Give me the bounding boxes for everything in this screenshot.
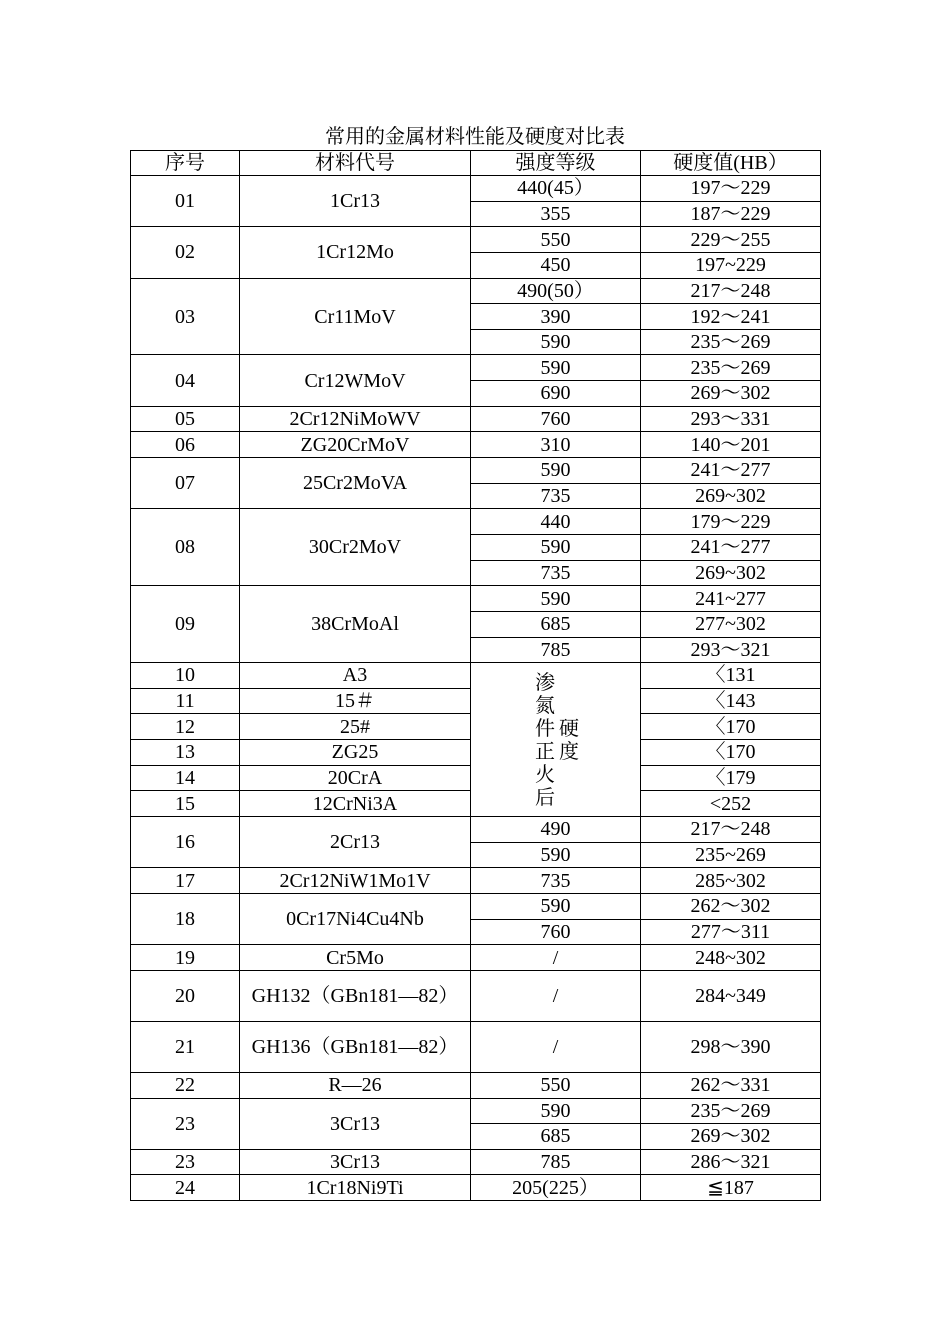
cell-material: 38CrMoAl	[240, 586, 471, 663]
cell-material: 2Cr12NiMoWV	[240, 406, 471, 432]
cell-strength: 685	[471, 611, 641, 637]
cell-strength: 690	[471, 381, 641, 407]
cell-strength: /	[471, 970, 641, 1021]
cell-material: 25Cr2MoVA	[240, 458, 471, 509]
cell-material: 30Cr2MoV	[240, 509, 471, 586]
cell-material: Cr11MoV	[240, 278, 471, 355]
cell-no: 24	[131, 1175, 240, 1201]
cell-no: 03	[131, 278, 240, 355]
cell-material: R—26	[240, 1072, 471, 1098]
cell-hardness: 179～229	[641, 509, 821, 535]
cell-strength: 685	[471, 1124, 641, 1150]
table-row	[131, 458, 821, 484]
cell-material: GH132（GBn181—82）	[240, 970, 471, 1021]
cell-hardness: 217～248	[641, 278, 821, 304]
cell-hardness: 277~302	[641, 611, 821, 637]
cell-strength: 205(225）	[471, 1175, 641, 1201]
cell-hardness: 269～302	[641, 381, 821, 407]
cell-strength: 590	[471, 458, 641, 484]
cell-no: 21	[131, 1021, 240, 1072]
cell-material: GH136（GBn181—82）	[240, 1021, 471, 1072]
note-column-b: 硬 度	[559, 718, 579, 764]
cell-strength: 390	[471, 304, 641, 330]
cell-hardness: ≦187	[641, 1175, 821, 1201]
header-strength: 强度等级	[471, 151, 641, 176]
table-row	[131, 893, 821, 919]
table-row	[131, 509, 821, 535]
cell-no: 01	[131, 176, 240, 227]
cell-material: 15＃	[240, 688, 471, 714]
cell-no: 04	[131, 355, 240, 406]
cell-no: 11	[131, 688, 240, 714]
table-row	[131, 432, 821, 458]
cell-strength: 590	[471, 534, 641, 560]
cell-strength: 550	[471, 1072, 641, 1098]
cell-no: 07	[131, 458, 240, 509]
table-row	[131, 1098, 821, 1124]
cell-hardness: 187～229	[641, 201, 821, 227]
header-no: 序号	[131, 151, 240, 176]
cell-material: 25#	[240, 714, 471, 740]
cell-hardness: 〈170	[641, 714, 821, 740]
cell-strength: 785	[471, 637, 641, 663]
material-comparison-table	[130, 150, 821, 1201]
cell-material: 0Cr17Ni4Cu4Nb	[240, 893, 471, 944]
cell-material: 3Cr13	[240, 1098, 471, 1149]
cell-strength: 440(45）	[471, 176, 641, 202]
cell-material: Cr5Mo	[240, 945, 471, 971]
cell-strength: 590	[471, 586, 641, 612]
cell-no: 19	[131, 945, 240, 971]
header-material: 材料代号	[240, 151, 471, 176]
cell-strength: 760	[471, 406, 641, 432]
cell-no: 23	[131, 1149, 240, 1175]
cell-material: 2Cr13	[240, 817, 471, 868]
cell-material: 12CrNi3A	[240, 791, 471, 817]
table-row	[131, 278, 821, 304]
cell-hardness: 〈179	[641, 765, 821, 791]
cell-material: 1Cr12Mo	[240, 227, 471, 278]
cell-strength: 490(50）	[471, 278, 641, 304]
cell-no: 22	[131, 1072, 240, 1098]
cell-hardness: 262～331	[641, 1072, 821, 1098]
cell-no: 05	[131, 406, 240, 432]
table-row	[131, 663, 821, 689]
header-row	[131, 151, 821, 176]
merged-note-cell	[471, 663, 641, 817]
table-row	[131, 868, 821, 894]
cell-material: 2Cr12NiW1Mo1V	[240, 868, 471, 894]
cell-hardness: 217～248	[641, 817, 821, 843]
table-row	[131, 586, 821, 612]
cell-strength: 490	[471, 817, 641, 843]
cell-hardness: 286～321	[641, 1149, 821, 1175]
cell-hardness: 284~349	[641, 970, 821, 1021]
cell-no: 10	[131, 663, 240, 689]
cell-material: 20CrA	[240, 765, 471, 791]
cell-strength: 760	[471, 919, 641, 945]
cell-strength: 735	[471, 868, 641, 894]
cell-strength: 310	[471, 432, 641, 458]
cell-no: 20	[131, 970, 240, 1021]
cell-no: 12	[131, 714, 240, 740]
table-row	[131, 406, 821, 432]
header-hardness: 硬度值(HB）	[641, 151, 821, 176]
cell-no: 02	[131, 227, 240, 278]
cell-hardness: 293～331	[641, 406, 821, 432]
cell-no: 14	[131, 765, 240, 791]
cell-no: 13	[131, 740, 240, 766]
cell-no: 09	[131, 586, 240, 663]
cell-strength: 590	[471, 329, 641, 355]
cell-hardness: 197~229	[641, 252, 821, 278]
cell-hardness: 262～302	[641, 893, 821, 919]
cell-material: ZG25	[240, 740, 471, 766]
cell-hardness: 197～229	[641, 176, 821, 202]
cell-strength: 590	[471, 1098, 641, 1124]
cell-hardness: 298～390	[641, 1021, 821, 1072]
cell-hardness: 〈170	[641, 740, 821, 766]
cell-strength: 735	[471, 560, 641, 586]
cell-no: 15	[131, 791, 240, 817]
cell-material: 1Cr13	[240, 176, 471, 227]
cell-hardness: 235～269	[641, 355, 821, 381]
cell-no: 16	[131, 817, 240, 868]
cell-no: 06	[131, 432, 240, 458]
cell-no: 17	[131, 868, 240, 894]
cell-strength: 450	[471, 252, 641, 278]
table-row	[131, 176, 821, 202]
cell-hardness: 241～277	[641, 534, 821, 560]
cell-strength: 550	[471, 227, 641, 253]
note-column-a: 渗 氮 件 正 火 后	[535, 672, 555, 810]
cell-strength: 590	[471, 893, 641, 919]
cell-hardness: 269～302	[641, 1124, 821, 1150]
table-row	[131, 1072, 821, 1098]
cell-strength: 735	[471, 483, 641, 509]
cell-hardness: <252	[641, 791, 821, 817]
cell-hardness: 235~269	[641, 842, 821, 868]
cell-strength: 355	[471, 201, 641, 227]
cell-material: A3	[240, 663, 471, 689]
cell-hardness: 〈143	[641, 688, 821, 714]
cell-strength: 440	[471, 509, 641, 535]
cell-hardness: 269~302	[641, 483, 821, 509]
cell-strength: /	[471, 1021, 641, 1072]
cell-no: 23	[131, 1098, 240, 1149]
table-row	[131, 227, 821, 253]
table-row	[131, 970, 821, 1021]
cell-strength: 590	[471, 355, 641, 381]
cell-hardness: 235～269	[641, 329, 821, 355]
cell-strength: /	[471, 945, 641, 971]
page-title: 常用的金属材料性能及硬度对比表	[325, 126, 625, 148]
table-row	[131, 1149, 821, 1175]
table-row	[131, 355, 821, 381]
cell-hardness: 269~302	[641, 560, 821, 586]
cell-hardness: 140～201	[641, 432, 821, 458]
cell-material: 1Cr18Ni9Ti	[240, 1175, 471, 1201]
table-row	[131, 945, 821, 971]
cell-hardness: 〈131	[641, 663, 821, 689]
table-row	[131, 1021, 821, 1072]
cell-no: 08	[131, 509, 240, 586]
cell-hardness: 235～269	[641, 1098, 821, 1124]
cell-hardness: 229～255	[641, 227, 821, 253]
cell-strength: 785	[471, 1149, 641, 1175]
cell-hardness: 241～277	[641, 458, 821, 484]
cell-hardness: 293～321	[641, 637, 821, 663]
cell-strength: 590	[471, 842, 641, 868]
cell-material: ZG20CrMoV	[240, 432, 471, 458]
cell-hardness: 285~302	[641, 868, 821, 894]
cell-hardness: 241~277	[641, 586, 821, 612]
table-row	[131, 817, 821, 843]
cell-hardness: 248~302	[641, 945, 821, 971]
cell-no: 18	[131, 893, 240, 944]
cell-hardness: 277～311	[641, 919, 821, 945]
table-row	[131, 1175, 821, 1201]
cell-material: 3Cr13	[240, 1149, 471, 1175]
cell-hardness: 192～241	[641, 304, 821, 330]
cell-material: Cr12WMoV	[240, 355, 471, 406]
